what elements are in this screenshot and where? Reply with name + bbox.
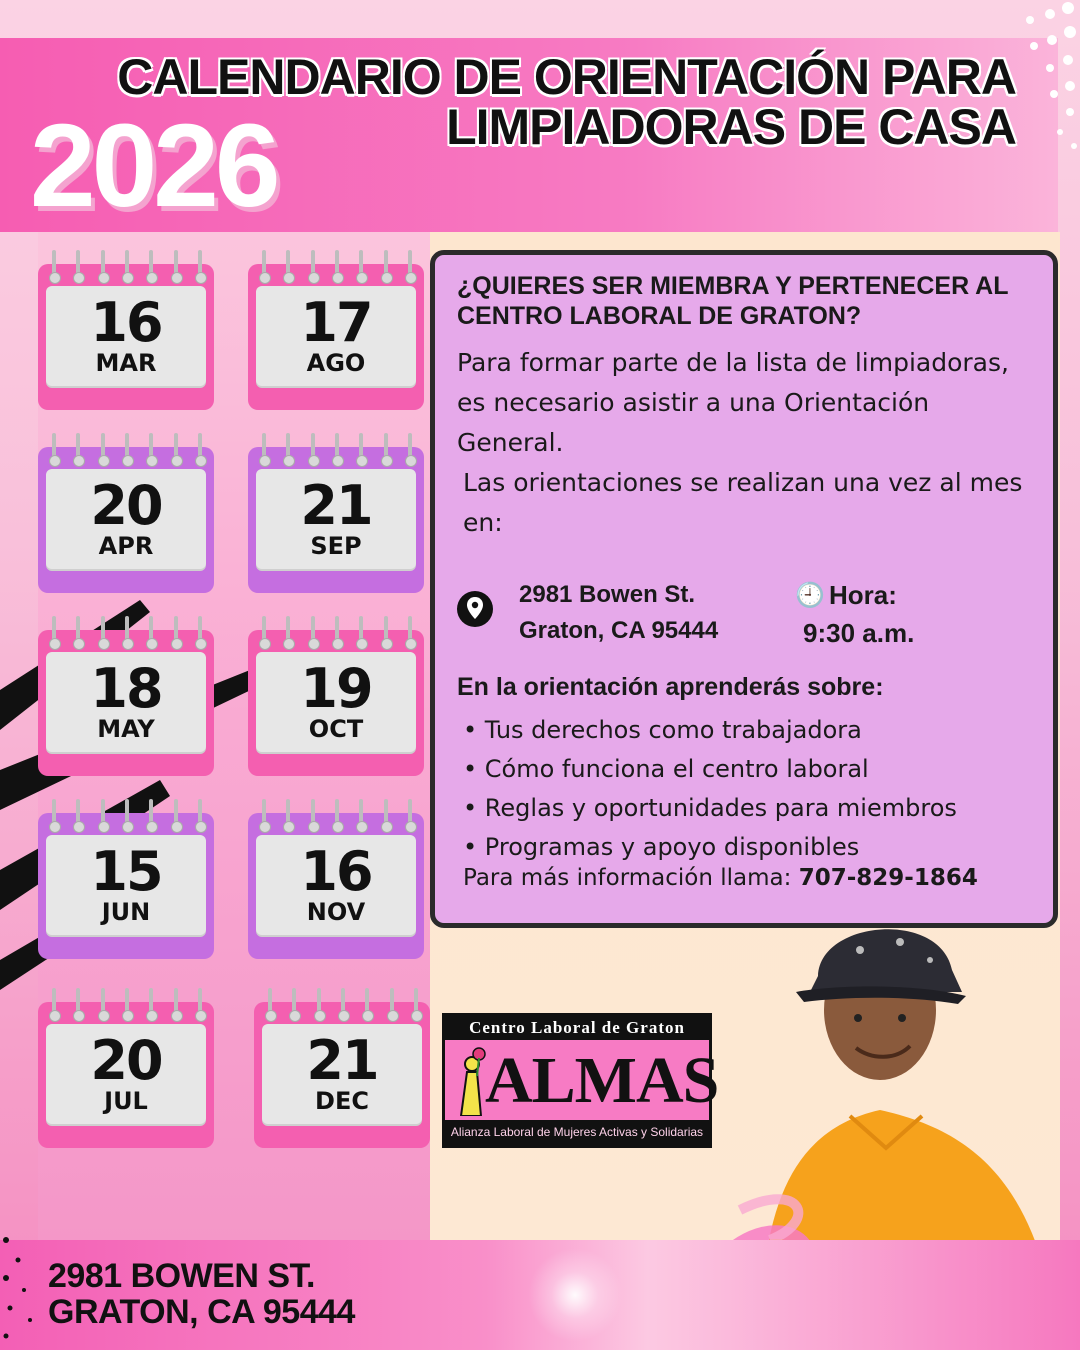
list-item: • Reglas y oportunidades para miembros: [463, 789, 957, 828]
calendar-date-jun: [38, 799, 214, 959]
year-heading: 2026: [30, 100, 277, 232]
logo-subtitle: Alianza Laboral de Mujeres Activas y Solidarias: [445, 1120, 709, 1145]
location-address: [519, 577, 718, 649]
time-label: Hora:: [829, 580, 897, 610]
footer-address-line-2: GRATON, CA 95444: [48, 1293, 355, 1331]
calendar-day: 21: [306, 1029, 378, 1092]
more-info-label: Para más información llama:: [463, 865, 792, 891]
info-paragraph-1: Para formar parte de la lista de limpiadoras, es necesario asistir a una Orientación General.: [457, 348, 1009, 457]
calendar-month: MAR: [95, 349, 157, 377]
calendar-date-dec: [254, 988, 430, 1148]
calendar-date-apr: [38, 433, 214, 593]
address-line-1: 2981 Bowen St.: [519, 581, 696, 608]
membership-question: ¿QUIERES SER MIEMBRA Y PERTENECER AL CENTRO LABORAL DE GRATON?: [457, 272, 1009, 330]
binder-rings: [52, 250, 202, 282]
calendar-month: MAY: [97, 715, 155, 743]
binder-rings: [262, 799, 412, 831]
binder-rings: [268, 988, 418, 1020]
info-box: [430, 250, 1058, 928]
calendar-date-oct: [248, 616, 424, 776]
calendar-day: 18: [90, 657, 162, 720]
calendar-day: 20: [90, 1029, 162, 1092]
footer-address: [48, 1258, 355, 1330]
info-paragraph-2: Las orientaciones se realizan una vez al mes en:: [463, 468, 1023, 537]
calendar-month: DEC: [315, 1087, 369, 1115]
clock-icon: 🕘: [795, 581, 825, 609]
page-title-line-1: CALENDARIO DE ORIENTACIÓN PARA: [117, 49, 1016, 105]
calendar-date-jul: [38, 988, 214, 1148]
binder-rings: [262, 250, 412, 282]
binder-rings: [52, 616, 202, 648]
calendar-day: 15: [90, 840, 162, 903]
calendar-month: SEP: [310, 532, 362, 560]
calendar-day: 20: [90, 474, 162, 537]
calendar-day: 16: [90, 291, 162, 354]
flower-figure-icon: [453, 1046, 487, 1116]
address-line-2: Graton, CA 95444: [519, 617, 719, 644]
page-title-line-2: LIMPIADORAS DE CASA: [446, 99, 1016, 155]
list-item: • Tus derechos como trabajadora: [463, 711, 957, 750]
calendar-month: AGO: [306, 349, 366, 377]
calendar-date-sep: [248, 433, 424, 593]
calendar-day: 19: [300, 657, 372, 720]
location-pin-icon: [457, 589, 493, 629]
calendar-day: 21: [300, 474, 372, 537]
location-row: [457, 577, 1037, 657]
list-item: • Cómo funciona el centro laboral: [463, 750, 957, 789]
binder-rings: [52, 799, 202, 831]
binder-rings: [52, 988, 202, 1020]
binder-rings: [52, 433, 202, 465]
calendar-month: NOV: [306, 898, 366, 926]
binder-rings: [262, 616, 412, 648]
logo-name: ALMAS: [485, 1044, 719, 1117]
time-value: 9:30 a.m.: [803, 618, 915, 648]
calendar-date-mar: [38, 250, 214, 410]
calendar-date-ago: [248, 250, 424, 410]
learn-heading: En la orientación aprenderás sobre:: [457, 673, 884, 701]
calendar-day: 16: [300, 840, 372, 903]
calendar-date-nov: [248, 799, 424, 959]
phone-number: 707-829-1864: [798, 865, 978, 891]
almas-logo: [442, 1013, 719, 1148]
calendar-day: 17: [300, 291, 372, 354]
binder-rings: [262, 433, 412, 465]
footer-address-line-1: 2981 BOWEN ST.: [48, 1257, 315, 1295]
calendar-month: OCT: [308, 715, 364, 743]
learn-list: [463, 711, 957, 867]
calendar-month: JUL: [104, 1087, 148, 1115]
calendar-month: APR: [98, 532, 154, 560]
logo-top-text: Centro Laboral de Graton: [445, 1016, 709, 1040]
calendar-date-may: [38, 616, 214, 776]
sparkle-decoration: [520, 1240, 630, 1350]
calendar-month: JUN: [101, 898, 151, 926]
list-item: • Programas y apoyo disponibles: [463, 828, 957, 867]
